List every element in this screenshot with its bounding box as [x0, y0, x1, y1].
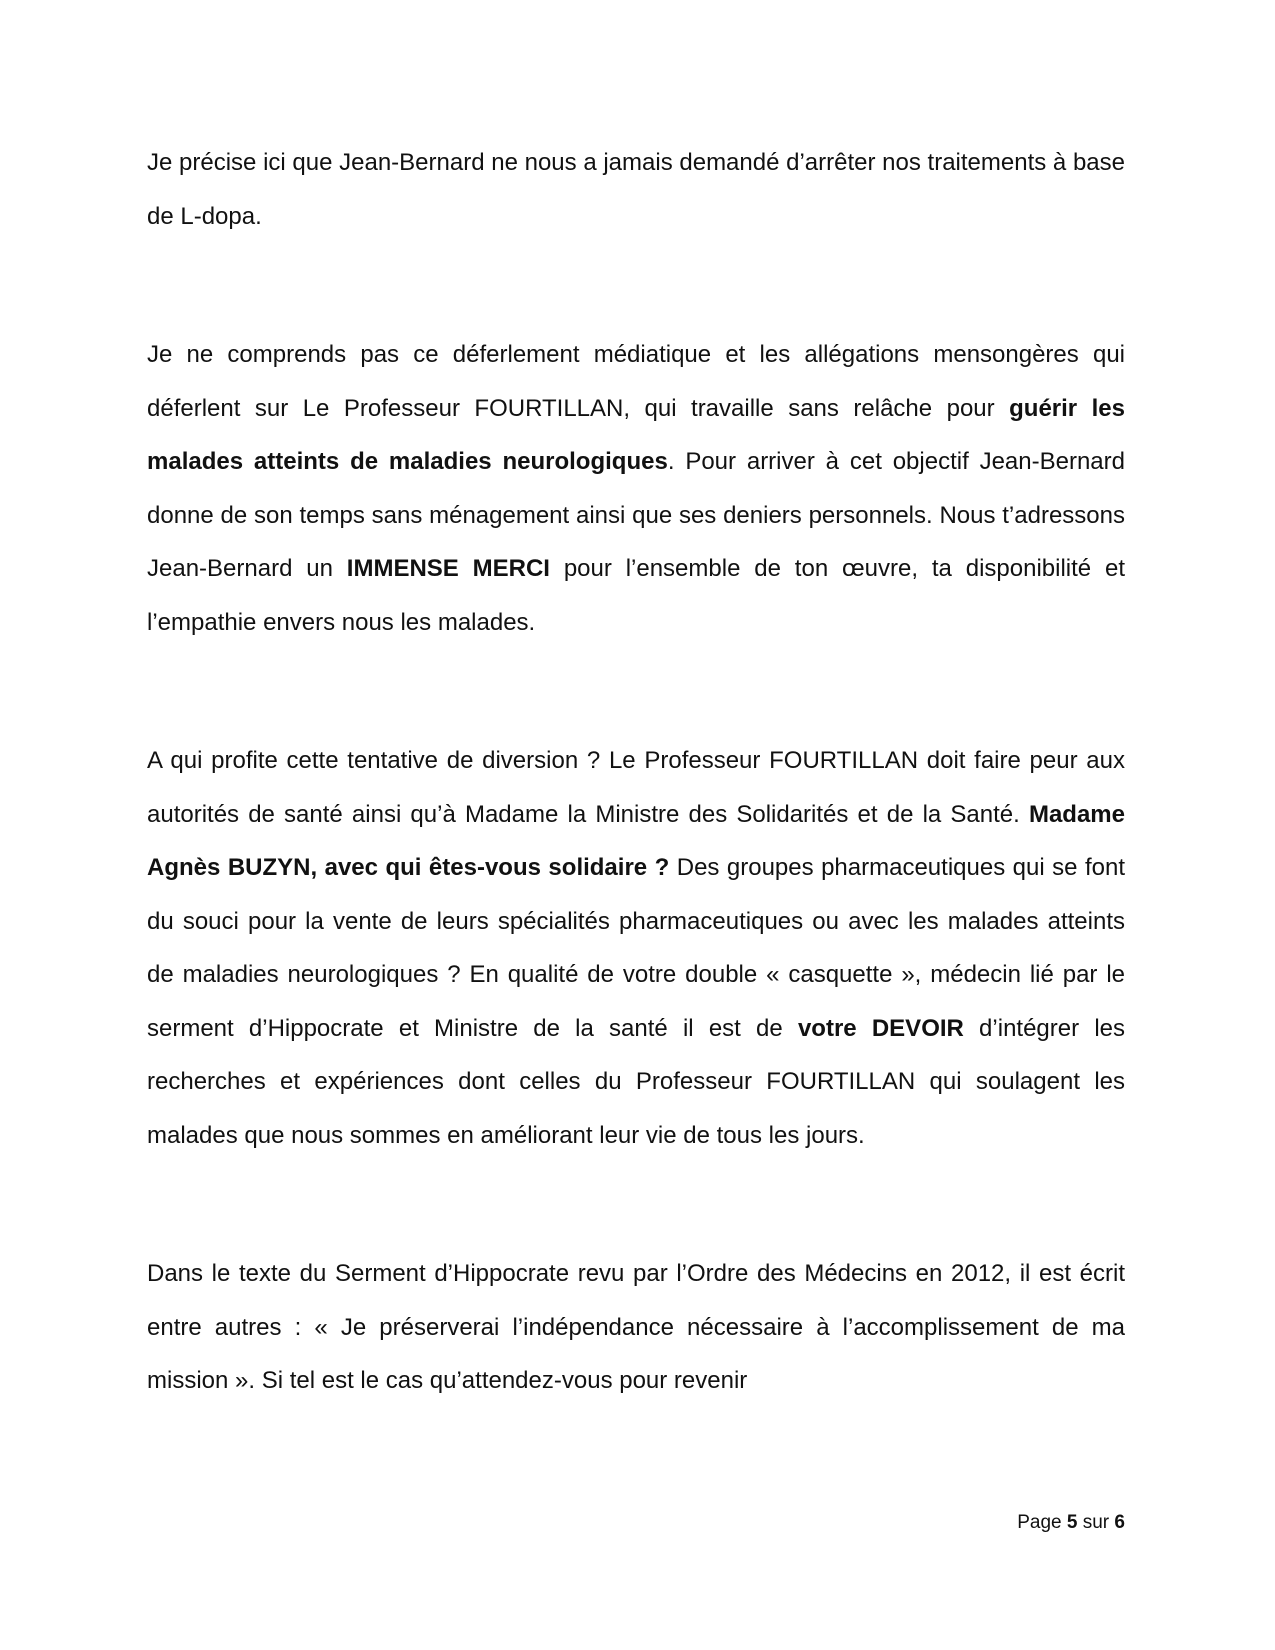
- text-run: Je précise ici que Jean-Bernard ne nous a jamais demandé d’arrêter nos traitements à base de L-dopa.: [147, 149, 1125, 230]
- text-run: d’intégrer les recherches et expériences dont celles du Professeur FOURTILLAN qui soulagent les malades que nous sommes en améliorant leur vie de tous les jours.: [147, 1014, 1125, 1149]
- page-footer: [1017, 1512, 1125, 1534]
- text-run: Dans le texte du Serment d’Hippocrate revu par l’Ordre des Médecins en 2012, il est écrit entre autres : « Je préserverai l’indépendance nécessaire à l’accomplissement de ma mission ». Si tel est le cas qu’attendez-vous pour revenir: [147, 1260, 1125, 1394]
- text-run: pour l’ensemble de ton œuvre, ta disponibilité et l’empathie envers nous les malades.: [147, 555, 1125, 636]
- paragraph: [147, 136, 1125, 243]
- text-run: Des groupes pharmaceutiques qui se font du souci pour la vente de leurs spécialités pharmaceutiques ou avec les malades atteints de maladies neurologiques ? En qualité de votre double « casquette », médecin lié par le serment d’Hippocrate et Ministre de la santé il est de: [147, 854, 1125, 1042]
- bold-text-run: guérir les malades atteints de maladies neurologiques: [147, 394, 1125, 475]
- text-run: A qui profite cette tentative de diversion ? Le Professeur FOURTILLAN doit faire peur aux autorités de santé ainsi qu’à Madame la Ministre des Solidarités et de la Santé.: [147, 747, 1125, 828]
- text-run: . Pour arriver à cet objectif Jean-Bernard donne de son temps sans ménagement ainsi que ses deniers personnels. Nous t’adressons Jean-Bernard un: [147, 448, 1125, 582]
- paragraph: [147, 328, 1125, 649]
- bold-text-run: votre DEVOIR: [797, 1014, 964, 1042]
- paragraph: [147, 734, 1125, 1162]
- paragraph: [147, 1247, 1125, 1408]
- bold-text-run: IMMENSE MERCI: [346, 555, 550, 582]
- page-total: 6: [1114, 1512, 1125, 1533]
- body-text: [147, 136, 1125, 1408]
- page-number: 5: [1066, 1512, 1078, 1533]
- page-label: Page: [1017, 1512, 1062, 1533]
- bold-text-run: Madame Agnès BUZYN, avec qui êtes-vous solidaire ?: [147, 800, 1125, 881]
- of-label: sur: [1082, 1512, 1110, 1533]
- text-run: Je ne comprends pas ce déferlement médiatique et les allégations mensongères qui déferlent sur Le Professeur FOURTILLAN, qui travaille sans relâche pour: [147, 341, 1125, 422]
